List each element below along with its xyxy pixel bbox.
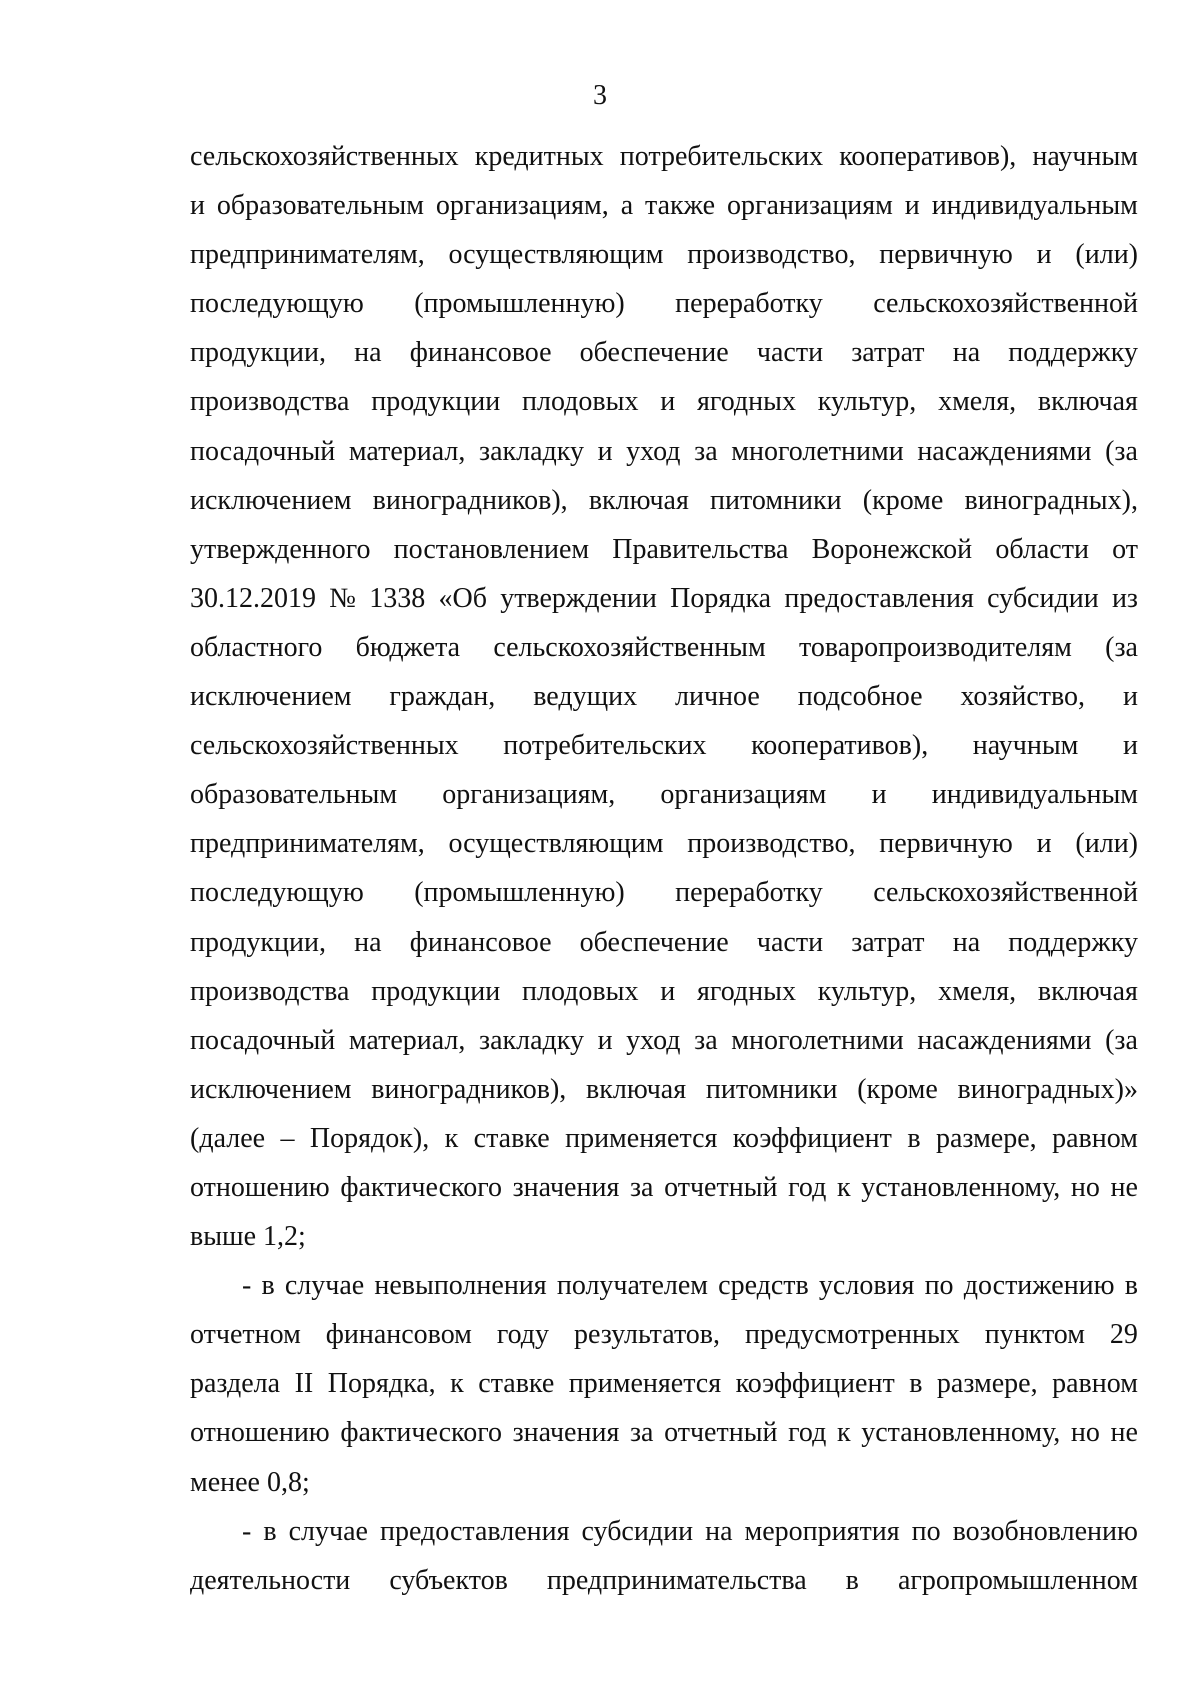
word: областного [190, 631, 323, 663]
word: установленному, [861, 1171, 1061, 1203]
word: от [1112, 533, 1138, 565]
word: не [1110, 1417, 1138, 1449]
word: Воронежской [811, 533, 973, 565]
word: части [756, 337, 824, 369]
word: в [1124, 1270, 1138, 1302]
text-line-content: выше 1,2; [190, 1221, 306, 1253]
word: не [1110, 1171, 1138, 1203]
word: организациям, [435, 190, 609, 222]
word: применяется [568, 1368, 722, 1400]
text-line [190, 181, 1138, 230]
word: плодовых [522, 386, 639, 418]
word: № [329, 582, 356, 614]
word: на [952, 926, 981, 958]
word: посадочный [190, 1024, 336, 1056]
word: Порядок), [309, 1122, 430, 1154]
word: и [190, 190, 205, 222]
word: размере, [935, 1122, 1037, 1154]
text-line [190, 1261, 1138, 1310]
word: 29 [1109, 1319, 1138, 1351]
word: исключением [190, 1073, 352, 1105]
word: (или) [1075, 239, 1138, 271]
text-line [190, 574, 1138, 623]
word: и [1036, 239, 1052, 271]
word: культур, [817, 975, 917, 1007]
word: сельскохозяйственным [493, 631, 766, 663]
word: значения [512, 1171, 620, 1203]
word: субсидии [987, 582, 1099, 614]
word: продукции [371, 386, 501, 418]
word: многолетними [731, 435, 904, 467]
word: Правительства [612, 533, 789, 565]
word: возобновлению [952, 1515, 1138, 1547]
word: закладку [479, 435, 584, 467]
word: и [904, 190, 920, 222]
text-line [190, 918, 1138, 967]
word: а [620, 190, 634, 222]
word: предусмотренных [744, 1319, 960, 1351]
word: виноградных), [964, 484, 1138, 516]
word: включая [588, 484, 689, 516]
word: достижению [963, 1270, 1115, 1302]
word: обеспечение [579, 337, 729, 369]
word: последующую [190, 288, 364, 320]
word: равном [1052, 1122, 1138, 1154]
word: ставке [478, 1368, 555, 1400]
word: предпринимательства [546, 1564, 807, 1596]
word: производство, [687, 239, 856, 271]
word: потребительских [619, 141, 824, 172]
word: производства [190, 975, 350, 1007]
word: на [354, 337, 382, 369]
word: агропромышленном [897, 1564, 1138, 1596]
word: (или) [1075, 828, 1138, 860]
word: личное [675, 681, 760, 713]
word: хозяйство, [960, 681, 1086, 713]
word: переработку [675, 288, 823, 320]
word: мероприятия [744, 1515, 900, 1547]
word: виноградных)» [957, 1073, 1138, 1105]
word: на [952, 337, 981, 369]
word: продукции, [190, 926, 326, 958]
word: области [995, 533, 1089, 565]
word: получателем [556, 1270, 708, 1302]
word: включая [586, 1073, 687, 1105]
text-line [190, 672, 1138, 721]
word: питомники [710, 484, 842, 516]
word: - [242, 1515, 252, 1547]
word: потребительских [503, 730, 707, 762]
text-line [190, 1359, 1138, 1408]
word: включая [1037, 975, 1138, 1007]
text-line [190, 623, 1138, 672]
word: поддержку [1008, 337, 1138, 369]
word: ягодных [697, 975, 796, 1007]
word: закладку [479, 1024, 584, 1056]
word: виноградников), [372, 484, 568, 516]
word: исключением [190, 484, 352, 516]
word: коэффициент [735, 1368, 895, 1400]
page-number: 3 [593, 80, 607, 111]
text-line [190, 1212, 1138, 1261]
word: в [263, 1515, 277, 1547]
word: из [1111, 582, 1138, 614]
word: обеспечение [579, 926, 729, 958]
word: субсидии [581, 1515, 694, 1547]
word: за [694, 435, 718, 467]
word: размере, [936, 1368, 1038, 1400]
word: случае [284, 1270, 365, 1302]
word: сельскохозяйственных [190, 141, 459, 172]
document-body [190, 132, 1138, 1605]
word: отчетный [664, 1417, 778, 1449]
word: материал, [348, 1024, 466, 1056]
word: граждан, [389, 681, 496, 713]
text-line [190, 1556, 1138, 1605]
word: но [1070, 1171, 1100, 1203]
word: утверждении [500, 582, 657, 614]
word: и [597, 1024, 613, 1056]
word: материал, [348, 435, 466, 467]
word: научным [1032, 141, 1138, 172]
word: к [836, 1417, 851, 1449]
word: году [496, 1319, 550, 1351]
text-line [190, 1458, 1138, 1507]
word: кредитных [474, 141, 604, 172]
text-line [190, 132, 1138, 181]
word: и [597, 435, 613, 467]
text-line [190, 230, 1138, 279]
word: предпринимателям, [190, 239, 425, 271]
word: бюджета [355, 631, 461, 663]
word: в [845, 1564, 859, 1596]
word: невыполнения [374, 1270, 547, 1302]
word: плодовых [522, 975, 639, 1007]
word: многолетними [731, 1024, 904, 1056]
word: части [756, 926, 824, 958]
word: затрат [851, 337, 925, 369]
word: предоставления [379, 1515, 570, 1547]
word: на [705, 1515, 733, 1547]
word: по [924, 1270, 954, 1302]
word: и [660, 975, 676, 1007]
word: ставке [473, 1122, 550, 1154]
word: подсобное [797, 681, 923, 713]
word: (промышленную) [414, 877, 625, 909]
word: – [280, 1122, 295, 1154]
text-line [190, 1016, 1138, 1065]
word: (за [1105, 1024, 1138, 1056]
word: 1338 [369, 582, 426, 614]
word: к [450, 1368, 464, 1400]
word: также [645, 190, 716, 222]
word: производство, [687, 828, 856, 860]
word: в [909, 1368, 923, 1400]
word: отчетном [190, 1319, 301, 1351]
text-line [190, 1507, 1138, 1556]
word: кооперативов), [751, 730, 929, 762]
word: (кроме [857, 1073, 938, 1105]
word: пунктом [984, 1319, 1085, 1351]
text-line [190, 427, 1138, 476]
word: субъектов [389, 1564, 508, 1596]
word: поддержку [1008, 926, 1138, 958]
word: переработку [675, 877, 823, 909]
text-line [190, 328, 1138, 377]
word: продукции, [190, 337, 326, 369]
word: фактического [340, 1171, 502, 1203]
word: индивидуальным [931, 779, 1138, 811]
text-line [190, 1310, 1138, 1359]
word: фактического [340, 1417, 502, 1449]
word: образовательным [190, 779, 398, 811]
word: финансовое [409, 926, 552, 958]
word: раздела [190, 1368, 281, 1400]
word: ягодных [697, 386, 796, 418]
word: на [354, 926, 382, 958]
word: культур, [817, 386, 917, 418]
text-line-content: менее 0,8; [190, 1466, 310, 1498]
word: предоставления [784, 582, 974, 614]
word: равном [1052, 1368, 1138, 1400]
word: к [836, 1171, 851, 1203]
word: к [444, 1122, 459, 1154]
word: насаждениями [917, 435, 1092, 467]
word: отчетный [664, 1171, 778, 1203]
text-line [190, 377, 1138, 426]
word: (кроме [862, 484, 944, 516]
word: отношению [190, 1171, 330, 1203]
word: организациям, [442, 779, 616, 811]
word: (промышленную) [414, 288, 625, 320]
word: сельскохозяйственной [873, 288, 1138, 320]
word: осуществляющим [448, 239, 664, 271]
word: Порядка [670, 582, 772, 614]
word: в [907, 1122, 921, 1154]
text-line [190, 1114, 1138, 1163]
word: постановлением [393, 533, 590, 565]
word: значения [512, 1417, 620, 1449]
word: отношению [190, 1417, 330, 1449]
word: случае [288, 1515, 368, 1547]
word: и [871, 779, 887, 811]
word: Порядка, [327, 1368, 436, 1400]
word: хмеля, [938, 386, 1017, 418]
word: и [660, 386, 676, 418]
word: образовательным [216, 190, 424, 222]
word: (за [1105, 631, 1138, 663]
word: уход [626, 435, 681, 467]
text-line [190, 868, 1138, 917]
text-line [190, 967, 1138, 1016]
word: индивидуальным [931, 190, 1138, 222]
word: за [694, 1024, 718, 1056]
word: «Об [438, 582, 487, 614]
word: включая [1037, 386, 1138, 418]
word: уход [626, 1024, 681, 1056]
word: исключением [190, 681, 352, 713]
word: условия [818, 1270, 915, 1302]
word: применяется [565, 1122, 718, 1154]
word: - [242, 1270, 252, 1302]
word: год [788, 1171, 827, 1203]
text-line [190, 476, 1138, 525]
word: в [261, 1270, 275, 1302]
word: утвержденного [190, 533, 371, 565]
word: ведущих [533, 681, 638, 713]
word: питомники [705, 1073, 838, 1105]
word: коэффициент [732, 1122, 892, 1154]
word: деятельности [190, 1564, 351, 1596]
word: результатов, [573, 1319, 721, 1351]
text-line [190, 721, 1138, 770]
word: финансовом [325, 1319, 472, 1351]
word: товаропроизводителям [799, 631, 1072, 663]
word: и [1122, 681, 1138, 713]
word: II [294, 1368, 314, 1400]
word: организациям [660, 779, 827, 811]
word: первичную [879, 239, 1013, 271]
word: (за [1105, 435, 1138, 467]
word: организациям [726, 190, 893, 222]
word: посадочный [190, 435, 336, 467]
text-line [190, 1408, 1138, 1457]
text-line [190, 770, 1138, 819]
word: продукции [371, 975, 501, 1007]
word: и [1036, 828, 1052, 860]
text-line [190, 1163, 1138, 1212]
word: 30.12.2019 [190, 582, 316, 614]
word: и [1122, 730, 1138, 762]
text-line [190, 279, 1138, 328]
word: год [788, 1417, 827, 1449]
word: затрат [851, 926, 925, 958]
word: насаждениями [917, 1024, 1092, 1056]
word: за [629, 1171, 654, 1203]
word: производства [190, 386, 350, 418]
word: (далее [190, 1122, 266, 1154]
word: кооперативов), [839, 141, 1017, 172]
word: первичную [879, 828, 1013, 860]
word: средств [718, 1270, 809, 1302]
word: сельскохозяйственной [873, 877, 1138, 909]
text-line [190, 819, 1138, 868]
word: последующую [190, 877, 364, 909]
word: за [629, 1417, 654, 1449]
word: научным [972, 730, 1079, 762]
word: установленному, [861, 1417, 1061, 1449]
word: предпринимателям, [190, 828, 425, 860]
word: но [1070, 1417, 1100, 1449]
word: финансовое [409, 337, 552, 369]
text-line [190, 1065, 1138, 1114]
word: осуществляющим [448, 828, 664, 860]
text-line [190, 525, 1138, 574]
word: по [911, 1515, 941, 1547]
word: виноградников), [371, 1073, 567, 1105]
word: сельскохозяйственных [190, 730, 459, 762]
word: хмеля, [938, 975, 1017, 1007]
